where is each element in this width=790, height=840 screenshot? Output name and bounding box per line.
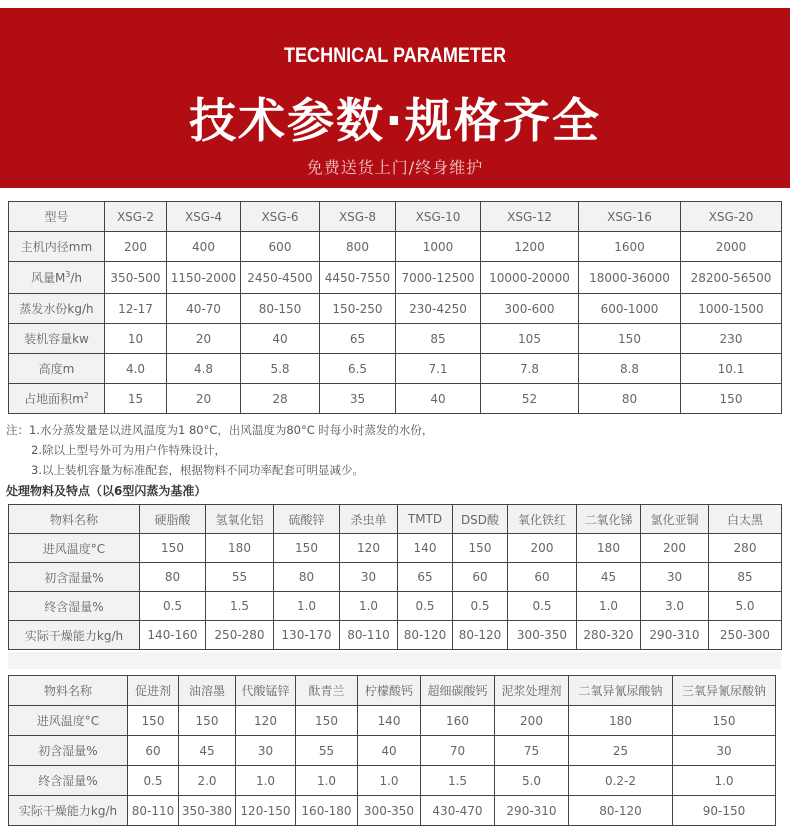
table-cell: 150	[296, 706, 358, 736]
table-cell: 290-310	[641, 621, 709, 650]
table-cell: 1.0	[577, 592, 641, 621]
table-header-cell: 物料名称	[9, 505, 140, 534]
table-row	[9, 563, 782, 592]
row-label: 风量$M^3/h$	[9, 262, 105, 294]
table-cell: 7000-12500	[396, 262, 481, 294]
table-header-cell: 物料名称	[9, 676, 128, 706]
table-cell: 0.5	[508, 592, 577, 621]
table-cell: 1.5	[421, 766, 495, 796]
table-header-cell: 硬脂酸	[140, 505, 206, 534]
table-cell: 150	[579, 324, 681, 354]
table-cell: 20	[167, 324, 241, 354]
table-cell: 120	[236, 706, 296, 736]
table-cell: 40	[358, 736, 421, 766]
table-cell: 150	[453, 534, 508, 563]
header-cn-title: 技术参数·规格齐全	[189, 94, 601, 149]
table-row	[9, 796, 776, 826]
table-cell: 800	[320, 232, 396, 262]
table-cell: 80-150	[241, 294, 320, 324]
table-cell: 4450-7550	[320, 262, 396, 294]
table-cell: 65	[398, 563, 453, 592]
table-header-cell: DSD酸	[453, 505, 508, 534]
table-cell: 3.0	[641, 592, 709, 621]
table-header-cell: 型号	[9, 202, 105, 232]
table-header-cell: XSG-12	[481, 202, 579, 232]
table-cell: 80-120	[398, 621, 453, 650]
table-cell: 430-470	[421, 796, 495, 826]
row-label: 装机容量kw	[9, 324, 105, 354]
table-cell: 10.1	[681, 354, 782, 384]
table-cell: 0.5	[398, 592, 453, 621]
table-cell: 150	[673, 706, 776, 736]
table-cell: 200	[105, 232, 167, 262]
table-cell: 1.5	[206, 592, 274, 621]
material-table-2	[8, 675, 776, 826]
row-label: 蒸发水份kg/h	[9, 294, 105, 324]
table-cell: 1.0	[296, 766, 358, 796]
table-cell: 12-17	[105, 294, 167, 324]
table-cell: 350-500	[105, 262, 167, 294]
table-row	[9, 232, 782, 262]
table-cell: 55	[206, 563, 274, 592]
table-header-cell: 氢氧化铝	[206, 505, 274, 534]
table-header-cell: 酞青兰	[296, 676, 358, 706]
table-cell: 4.8	[167, 354, 241, 384]
table-cell: 1600	[579, 232, 681, 262]
row-label: 占地面积$m^2$	[9, 384, 105, 414]
spec-table	[8, 201, 782, 414]
table-header-cell: 白太黑	[709, 505, 782, 534]
table-cell: 55	[296, 736, 358, 766]
spec-header-row	[9, 202, 782, 232]
table-cell: 40-70	[167, 294, 241, 324]
table-cell: 300-350	[358, 796, 421, 826]
table-row	[9, 592, 782, 621]
notes	[6, 420, 786, 480]
table-header-cell: TMTD	[398, 505, 453, 534]
table-cell: 2450-4500	[241, 262, 320, 294]
table-cell: 180	[577, 534, 641, 563]
section-divider	[8, 652, 781, 669]
table-header-cell: 超细碳酸钙	[421, 676, 495, 706]
table-row	[9, 354, 782, 384]
table-header-cell: XSG-2	[105, 202, 167, 232]
header-banner	[0, 8, 790, 188]
row-label: 实际干燥能力kg/h	[9, 621, 140, 650]
table-header-cell: 氯化亚铜	[641, 505, 709, 534]
table-row	[9, 706, 776, 736]
row-label: 终含湿量%	[9, 766, 128, 796]
table-header-cell: 氧化铁红	[508, 505, 577, 534]
table-cell: 60	[508, 563, 577, 592]
table-cell: 180	[206, 534, 274, 563]
table-cell: 290-310	[495, 796, 569, 826]
table-cell: 160-180	[296, 796, 358, 826]
table-cell: 80	[140, 563, 206, 592]
table-cell: 40	[396, 384, 481, 414]
table-cell: 120-150	[236, 796, 296, 826]
table-cell: 1000	[396, 232, 481, 262]
table-header-cell: 代酸锰锌	[236, 676, 296, 706]
table-cell: 230	[681, 324, 782, 354]
table-header-cell: 二氧异氰尿酸钠	[569, 676, 673, 706]
table-cell: 10	[105, 324, 167, 354]
table-cell: 280	[709, 534, 782, 563]
table-cell: 20	[167, 384, 241, 414]
table-cell: 70	[421, 736, 495, 766]
table-cell: 300-600	[481, 294, 579, 324]
table-cell: 10000-20000	[481, 262, 579, 294]
table-cell: 230-4250	[396, 294, 481, 324]
table-cell: 2000	[681, 232, 782, 262]
table-cell: 140-160	[140, 621, 206, 650]
row-label: 初含湿量%	[9, 563, 140, 592]
table-cell: 7.1	[396, 354, 481, 384]
table-cell: 200	[508, 534, 577, 563]
table-cell: 0.2-2	[569, 766, 673, 796]
table-cell: 40	[241, 324, 320, 354]
table-cell: 30	[236, 736, 296, 766]
row-label: 进风温度°C	[9, 706, 128, 736]
table-cell: 0.5	[453, 592, 508, 621]
table-header-cell: 杀虫单	[340, 505, 398, 534]
table-cell: 80-110	[128, 796, 179, 826]
table-cell: 52	[481, 384, 579, 414]
table-cell: 2.0	[179, 766, 236, 796]
table-row	[9, 324, 782, 354]
material-header-row	[9, 505, 782, 534]
table-cell: 140	[358, 706, 421, 736]
table-row	[9, 621, 782, 650]
section-title: 处理物料及特点（以6型闪蒸为基准）	[6, 484, 207, 498]
table-cell: 15	[105, 384, 167, 414]
table-header-cell: 三氧异氰尿酸钠	[673, 676, 776, 706]
table-cell: 200	[641, 534, 709, 563]
table-cell: 130-170	[274, 621, 340, 650]
table-cell: 80-120	[569, 796, 673, 826]
table-cell: 200	[495, 706, 569, 736]
row-label: 初含湿量%	[9, 736, 128, 766]
table-row	[9, 736, 776, 766]
table-cell: 300-350	[508, 621, 577, 650]
table-row	[9, 766, 776, 796]
table-cell: 75	[495, 736, 569, 766]
table-cell: 45	[577, 563, 641, 592]
table-cell: 600-1000	[579, 294, 681, 324]
table-cell: 7.8	[481, 354, 579, 384]
note-line: 注：1.水分蒸发量是以进风温度为1 80°C，出风温度为80°C 时每小时蒸发的水份，	[6, 423, 434, 437]
table-cell: 1.0	[673, 766, 776, 796]
table-row	[9, 262, 782, 294]
table-header-cell: XSG-6	[241, 202, 320, 232]
table-header-cell: 二氧化锑	[577, 505, 641, 534]
table-cell: 1.0	[236, 766, 296, 796]
table-cell: 150	[274, 534, 340, 563]
row-label: 实际干燥能力kg/h	[9, 796, 128, 826]
table-cell: 250-280	[206, 621, 274, 650]
table-cell: 25	[569, 736, 673, 766]
table-header-cell: 促进剂	[128, 676, 179, 706]
table-header-cell: XSG-10	[396, 202, 481, 232]
table-cell: 5.8	[241, 354, 320, 384]
table-cell: 45	[179, 736, 236, 766]
table-cell: 4.0	[105, 354, 167, 384]
table-cell: 1150-2000	[167, 262, 241, 294]
table-cell: 400	[167, 232, 241, 262]
table-cell: 600	[241, 232, 320, 262]
table-cell: 120	[340, 534, 398, 563]
table-cell: 8.8	[579, 354, 681, 384]
table-header-cell: XSG-4	[167, 202, 241, 232]
table-header-cell: 泥浆处理剂	[495, 676, 569, 706]
note-line: 3.以上装机容量为标准配套，根据物料不同功率配套可明显减少。	[31, 463, 364, 477]
table-cell: 28	[241, 384, 320, 414]
table-cell: 30	[340, 563, 398, 592]
table-cell: 150	[179, 706, 236, 736]
header-subtitle: 免费送货上门/终身维护	[306, 158, 484, 177]
table-cell: 1.0	[274, 592, 340, 621]
table-cell: 160	[421, 706, 495, 736]
table-header-cell: XSG-20	[681, 202, 782, 232]
table-cell: 30	[641, 563, 709, 592]
table-cell: 5.0	[495, 766, 569, 796]
table-cell: 1000-1500	[681, 294, 782, 324]
table-cell: 85	[396, 324, 481, 354]
table-cell: 90-150	[673, 796, 776, 826]
table-cell: 280-320	[577, 621, 641, 650]
table-cell: 6.5	[320, 354, 396, 384]
table-header-cell: 硫酸锌	[274, 505, 340, 534]
table-cell: 65	[320, 324, 396, 354]
table-cell: 80-120	[453, 621, 508, 650]
table-cell: 5.0	[709, 592, 782, 621]
table-cell: 0.5	[128, 766, 179, 796]
table-cell: 350-380	[179, 796, 236, 826]
row-label: 高度m	[9, 354, 105, 384]
table-row	[9, 534, 782, 563]
row-label: 终含湿量%	[9, 592, 140, 621]
table-cell: 1200	[481, 232, 579, 262]
row-label: 主机内径mm	[9, 232, 105, 262]
table-cell: 140	[398, 534, 453, 563]
table-cell: 180	[569, 706, 673, 736]
table-cell: 18000-36000	[579, 262, 681, 294]
table-cell: 150	[128, 706, 179, 736]
table-cell: 80-110	[340, 621, 398, 650]
table-header-cell: XSG-16	[579, 202, 681, 232]
table-cell: 28200-56500	[681, 262, 782, 294]
table-cell: 150	[140, 534, 206, 563]
table-cell: 1.0	[340, 592, 398, 621]
table-cell: 150	[681, 384, 782, 414]
table-cell: 80	[274, 563, 340, 592]
table-cell: 60	[128, 736, 179, 766]
table-cell: 250-300	[709, 621, 782, 650]
header-en-title: TECHNICAL PARAMETER	[283, 44, 507, 67]
table-cell: 35	[320, 384, 396, 414]
note-line: 2.除以上型号外可为用户作特殊设计，	[31, 443, 226, 457]
table-cell: 85	[709, 563, 782, 592]
table-header-cell: 柠檬酸钙	[358, 676, 421, 706]
material-header-row	[9, 676, 776, 706]
material-table-1	[8, 504, 782, 650]
table-cell: 150-250	[320, 294, 396, 324]
table-cell: 60	[453, 563, 508, 592]
table-cell: 1.0	[358, 766, 421, 796]
table-cell: 30	[673, 736, 776, 766]
table-cell: 0.5	[140, 592, 206, 621]
table-row	[9, 384, 782, 414]
table-row	[9, 294, 782, 324]
table-header-cell: XSG-8	[320, 202, 396, 232]
table-cell: 80	[579, 384, 681, 414]
row-label: 进风温度°C	[9, 534, 140, 563]
table-cell: 105	[481, 324, 579, 354]
table-header-cell: 油溶墨	[179, 676, 236, 706]
